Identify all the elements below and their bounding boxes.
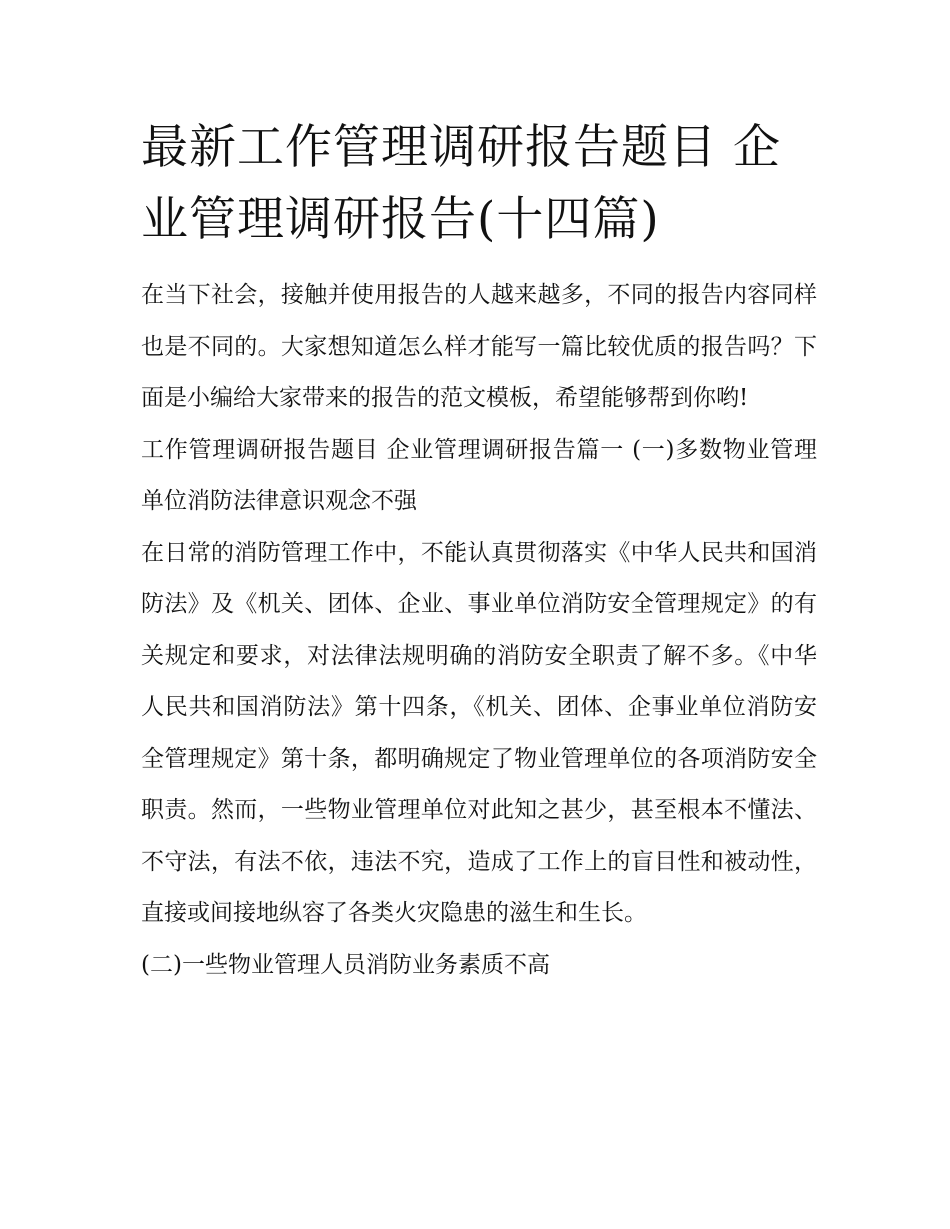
document-body bbox=[141, 112, 817, 991]
section-heading-2: (二)一些物业管理人员消防业务素质不高 bbox=[141, 951, 550, 978]
section-heading-1: 工作管理调研报告题目 企业管理调研报告篇一 (一)多数物业管理单位消防法律意识观念不强 bbox=[141, 436, 817, 514]
body-paragraph-1: 在日常的消防管理工作中，不能认真贯彻落实《中华人民共和国消防法》及《机关、团体、企业、事业单位消防安全管理规定》的有关规定和要求，对法律法规明确的消防安全职责了解不多。《中华人民共和国消防法》第十四条，《机关、团体、企事业单位消防安全管理规定》第十条，都明确规定了物业管理单位的各项消防安全职责。然而，一些物业管理单位对此知之甚少，甚至根本不懂法、不守法，有法不依，违法不究，造成了工作上的盲目性和被动性，直接或间接地纵容了各类火灾隐患的滋生和生长。 bbox=[141, 539, 817, 926]
intro-paragraph: 在当下社会，接触并使用报告的人越来越多，不同的报告内容同样也是不同的。大家想知道怎么样才能写一篇比较优质的报告吗？下面是小编给大家带来的报告的范文模板，希望能够帮到你哟! bbox=[141, 282, 817, 411]
document-title: 最新工作管理调研报告题目 企业管理调研报告(十四篇) bbox=[141, 120, 781, 247]
